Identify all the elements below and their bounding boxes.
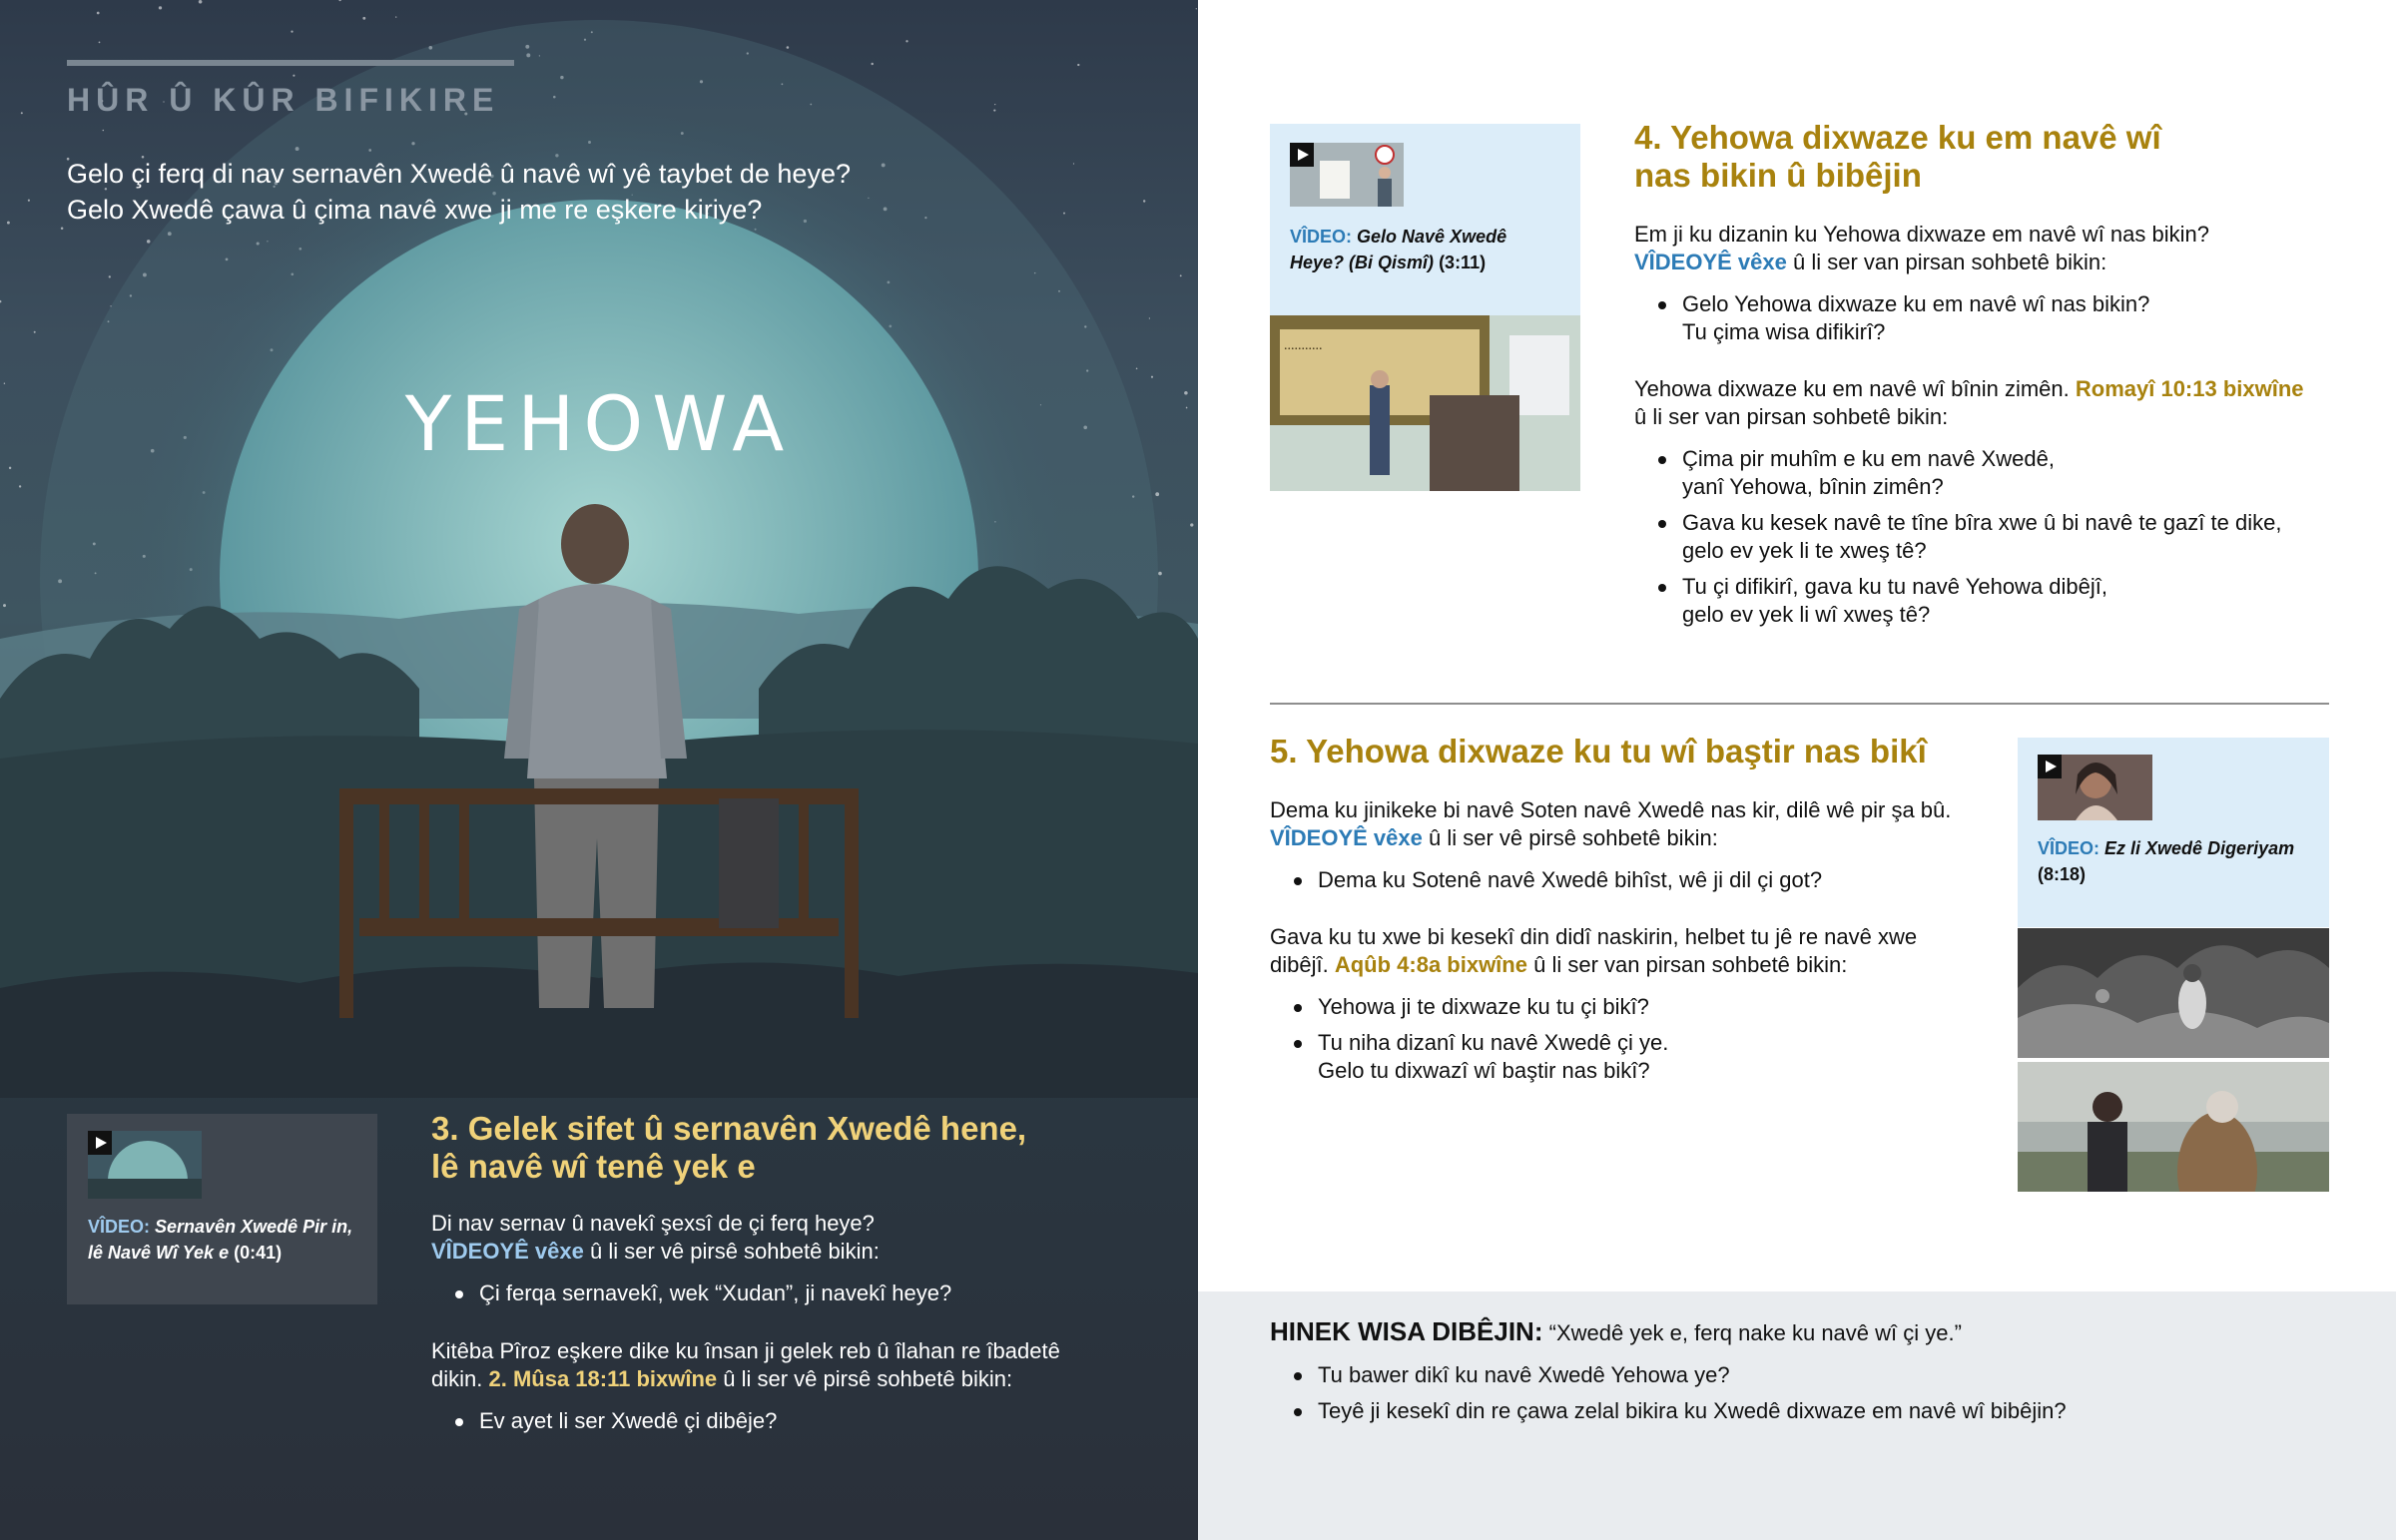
video-caption <box>88 1214 367 1266</box>
video-still-bw-woman <box>2018 928 2329 1058</box>
section-4-paragraph-1 <box>1634 221 2209 276</box>
bullet-text-line1: Gelo Yehowa dixwaze ku em navê wî nas bikin? <box>1682 291 2150 316</box>
bullet-text: Çi ferqa sernavekî, wek “Xudan”, ji navekî heye? <box>479 1281 952 1305</box>
video-label: VÎDEO: <box>2038 838 2100 858</box>
list-item <box>1634 573 2281 629</box>
section-4-heading-line2: nas bikin û bibêjin <box>1634 157 1922 194</box>
video-title-line1: Gelo Navê Xwedê <box>1357 227 1507 247</box>
section-5-bullets-1 <box>1270 866 1822 902</box>
section-5-p2-rest: û li ser van pirsan sohbetê bikin: <box>1526 952 1848 977</box>
section-5-heading-line1: 5. Yehowa dixwaze ku tu wî baştir nas bikî <box>1270 733 1927 770</box>
section-3-p2-start: dikin. <box>431 1366 489 1391</box>
intro-questions <box>67 156 965 228</box>
video-still-street-talk <box>2018 1062 2329 1192</box>
video-caption <box>1290 224 1579 275</box>
play-video-link[interactable]: VÎDEOYÊ vêxe <box>431 1239 584 1264</box>
video-label: VÎDEO: <box>1290 227 1353 247</box>
list-item <box>431 1280 951 1307</box>
section-5-bullets-2 <box>1270 993 1668 1093</box>
bullet-text-line1: Tu niha dizanî ku navê Xwedê çi ye. <box>1318 1030 1669 1055</box>
video-duration: (3:11) <box>1439 253 1487 272</box>
list-item <box>431 1407 777 1435</box>
list-item <box>1270 866 1822 894</box>
bullet-text: Ev ayet li ser Xwedê çi dibêje? <box>479 1408 778 1433</box>
bullet-text: Teyê ji kesekî din re çawa zelal bikira ku Xwedê dixwaze em navê wî bibêjin? <box>1318 1398 2067 1423</box>
video-card-name[interactable] <box>1270 124 1580 315</box>
intro-question-2: Gelo Xwedê çawa û çima navê xwe ji me re eşkere kiriye? <box>67 195 763 225</box>
section-3-paragraph-1 <box>431 1210 880 1266</box>
section-4-bullets-2 <box>1634 445 2281 637</box>
section-3-p1-rest: û li ser vê pirsê sohbetê bikin: <box>583 1239 880 1264</box>
section-divider <box>1270 703 2329 705</box>
some-say-statement <box>1270 1317 1962 1347</box>
bullet-text-line2: Gelo tu dixwazî wî baştir nas bikî? <box>1318 1058 1650 1083</box>
some-say-quote: “Xwedê yek e, ferq nake ku navê wî çi ye.” <box>1542 1320 1962 1345</box>
play-video-link[interactable]: VÎDEOYÊ vêxe <box>1634 250 1787 274</box>
play-video-link[interactable]: VÎDEOYÊ vêxe <box>1270 825 1423 850</box>
video-title-line1: Sernavên Xwedê Pir in, <box>155 1217 353 1237</box>
scripture-link[interactable]: 2. Mûsa 18:11 bixwîne <box>488 1366 718 1391</box>
some-say-bullets <box>1270 1361 2067 1433</box>
video-card-searching[interactable] <box>2018 738 2329 927</box>
video-duration: (0:41) <box>234 1243 283 1263</box>
video-duration: (8:18) <box>2038 864 2087 884</box>
section-5-p2-line1: Gava ku tu xwe bi kesekî din didî naskirin, helbet tu jê re navê xwe <box>1270 924 1918 949</box>
video-card-titles[interactable] <box>67 1114 377 1304</box>
section-4-paragraph-2 <box>1634 375 2304 431</box>
section-3-bullets-2 <box>431 1407 777 1443</box>
divine-name-title: YEHOWA <box>404 379 794 468</box>
video-title-line2: Heye? (Bi Qismî) <box>1290 253 1435 272</box>
section-3-p1-line1: Di nav sernav û navekî şexsî de çi ferq heye? <box>431 1211 875 1236</box>
section-4-p2-start: Yehowa dixwaze ku em navê wî bînin zimên. <box>1634 376 2076 401</box>
scripture-link[interactable]: Romayî 10:13 bixwîne <box>2075 376 2304 401</box>
bullet-text-line1: Tu çi difikirî, gava ku tu navê Yehowa dibêjî, <box>1682 574 2107 599</box>
some-say-label: HINEK WISA DIBÊJIN: <box>1270 1316 1543 1346</box>
kicker-rule <box>67 60 514 66</box>
intro-question-1: Gelo çi ferq di nav sernavên Xwedê û navê wî yê taybet de heye? <box>67 159 851 189</box>
bullet-text-line2: yanî Yehowa, bînin zimên? <box>1682 474 1944 499</box>
bullet-text: Dema ku Sotenê navê Xwedê bihîst, wê ji dil çi got? <box>1318 867 1823 892</box>
list-item <box>1270 1029 1668 1085</box>
list-item <box>1634 290 2149 346</box>
section-3-heading-line2: lê navê wî tenê yek e <box>431 1148 756 1185</box>
section-3-p2-rest: û li ser vê pirsê sohbetê bikin: <box>717 1366 1013 1391</box>
bullet-text: Tu bawer dikî ku navê Xwedê Yehowa ye? <box>1318 1362 1730 1387</box>
play-icon[interactable] <box>2038 755 2062 778</box>
section-5-paragraph-1 <box>1270 796 1951 852</box>
section-kicker: HÛR Û KÛR BIFIKIRE <box>67 82 500 118</box>
section-3-heading <box>431 1110 1026 1186</box>
section-4-p1-rest: û li ser van pirsan sohbetê bikin: <box>1786 250 2107 274</box>
section-4-heading-line1: 4. Yehowa dixwaze ku em navê wî <box>1634 119 2161 156</box>
section-5-heading <box>1270 733 1927 770</box>
svg-text:...........: ........... <box>1284 338 1323 353</box>
section-4-bullets-1 <box>1634 290 2149 354</box>
video-title: Ez li Xwedê Digeriyam <box>2104 838 2295 858</box>
bullet-text-line1: Çima pir muhîm e ku em navê Xwedê, <box>1682 446 2055 471</box>
section-4-heading <box>1634 119 2161 195</box>
bullet-text-line1: Gava ku kesek navê te tîne bîra xwe û bi navê te gazî te dike, <box>1682 510 2282 535</box>
section-3-bullets-1 <box>431 1280 951 1315</box>
section-5-p1-line1: Dema ku jinikeke bi navê Soten navê Xwedê nas kir, dilê wê pir şa bû. <box>1270 797 1952 822</box>
video-caption <box>2038 835 2327 887</box>
section-3-p2-line1: Kitêba Pîroz eşkere dike ku însan ji gelek reb û îlahan re îbadetê <box>431 1338 1060 1363</box>
video-still-bible-name <box>1270 315 1580 491</box>
bullet-text-line2: Tu çima wisa difikirî? <box>1682 319 1886 344</box>
list-item <box>1634 509 2281 565</box>
section-4-p1-line1: Em ji ku dizanin ku Yehowa dixwaze em navê wî nas bikin? <box>1634 222 2209 247</box>
some-say-box <box>1198 1291 2396 1540</box>
section-5-p2-start: dibêjî. <box>1270 952 1335 977</box>
play-icon[interactable] <box>88 1131 112 1155</box>
play-icon[interactable] <box>1290 143 1314 167</box>
bullet-text-line2: gelo ev yek li te xweş tê? <box>1682 538 1927 563</box>
list-item <box>1270 993 1668 1021</box>
bullet-text-line2: gelo ev yek li wî xweş tê? <box>1682 602 1931 627</box>
scripture-link[interactable]: Aqûb 4:8a bixwîne <box>1334 952 1527 977</box>
bullet-text: Yehowa ji te dixwaze ku tu çi bikî? <box>1318 994 1649 1019</box>
video-label: VÎDEO: <box>88 1217 151 1237</box>
section-4-p2-line2: û li ser van pirsan sohbetê bikin: <box>1634 404 1949 429</box>
section-3-paragraph-2 <box>431 1337 1060 1393</box>
section-5-p1-rest: û li ser vê pirsê sohbetê bikin: <box>1422 825 1718 850</box>
section-3-heading-line1: 3. Gelek sifet û sernavên Xwedê hene, <box>431 1110 1027 1147</box>
list-item <box>1270 1361 2067 1389</box>
list-item <box>1634 445 2281 501</box>
right-page <box>1198 0 2396 1540</box>
video-title-line2: lê Navê Wî Yek e <box>88 1243 230 1263</box>
list-item <box>1270 1397 2067 1425</box>
section-5-paragraph-2 <box>1270 923 1917 979</box>
